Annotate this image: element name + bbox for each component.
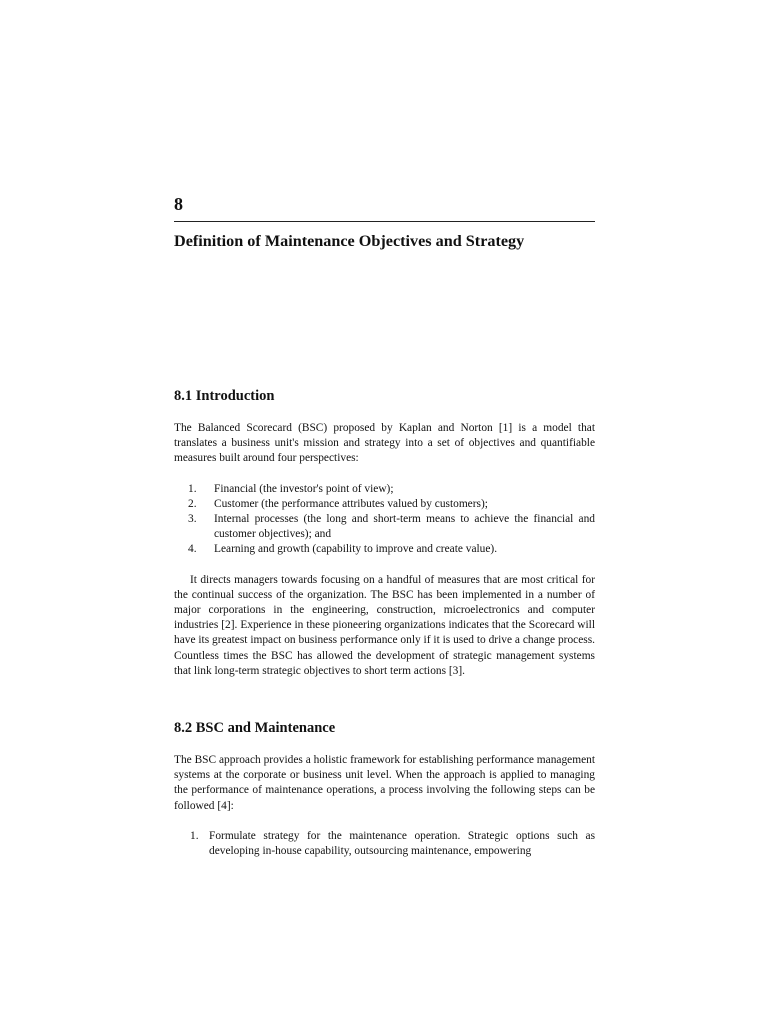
- list-item-text: Learning and growth (capability to improve and create value).: [214, 543, 498, 556]
- list-item-number: 4.: [188, 543, 197, 556]
- section-heading: 8.2 BSC and Maintenance: [174, 720, 336, 736]
- intro-paragraph: The Balanced Scorecard (BSC) proposed by Kaplan and Norton [1] is a model that translates a business unit's mission and strategy into a set of objectives and quantifiable measures built around four perspectives:: [174, 422, 595, 465]
- list-item-number: 1.: [188, 482, 197, 495]
- section-bsc-maintenance: [174, 720, 595, 859]
- list-item-number: 3.: [188, 513, 197, 526]
- list-item-number: 2.: [188, 497, 197, 510]
- list-item: [174, 829, 595, 859]
- process-steps-list: [174, 829, 595, 859]
- list-item-text: Internal processes (the long and short-term means to achieve the financial and customer objectives); and: [214, 513, 595, 541]
- list-item: [174, 497, 595, 512]
- intro-paragraph: The BSC approach provides a holistic framework for establishing performance management systems at the corporate or business unit level. When the approach is applied to managing the performance of maintenance operations, a process involving the following steps can be followed [4]:: [174, 754, 595, 812]
- section-heading: 8.1 Introduction: [174, 388, 275, 404]
- chapter-divider: [174, 221, 595, 222]
- perspectives-list: [174, 482, 595, 558]
- chapter-number: 8: [174, 194, 183, 214]
- body-paragraph: It directs managers towards focusing on a handful of measures that are most critical for the continual success of the organization. The BSC has been implemented in a number of major corporations in the engineering, construction, microelectronics and computer industries [2]. Experience in these pioneering organizations indicates that the Scorecard will have its greatest impact on business performance only if it is used to drive a change process. Countless times the BSC has allowed the development of strategic management systems that link long-term strategic objectives to short term actions [3].: [174, 573, 595, 677]
- list-item: [174, 542, 595, 557]
- list-item-text: Financial (the investor's point of view);: [214, 482, 394, 495]
- list-item: [174, 482, 595, 497]
- list-item: [174, 512, 595, 542]
- chapter-title: Definition of Maintenance Objectives and Strategy: [174, 232, 525, 250]
- section-introduction: [174, 388, 595, 694]
- list-item-text: Formulate strategy for the maintenance operation. Strategic options such as developing in-house capability, outsourcing maintenance, empowering: [209, 829, 595, 858]
- list-item-text: Customer (the performance attributes valued by customers);: [214, 497, 488, 510]
- list-item-number: 1.: [190, 829, 199, 842]
